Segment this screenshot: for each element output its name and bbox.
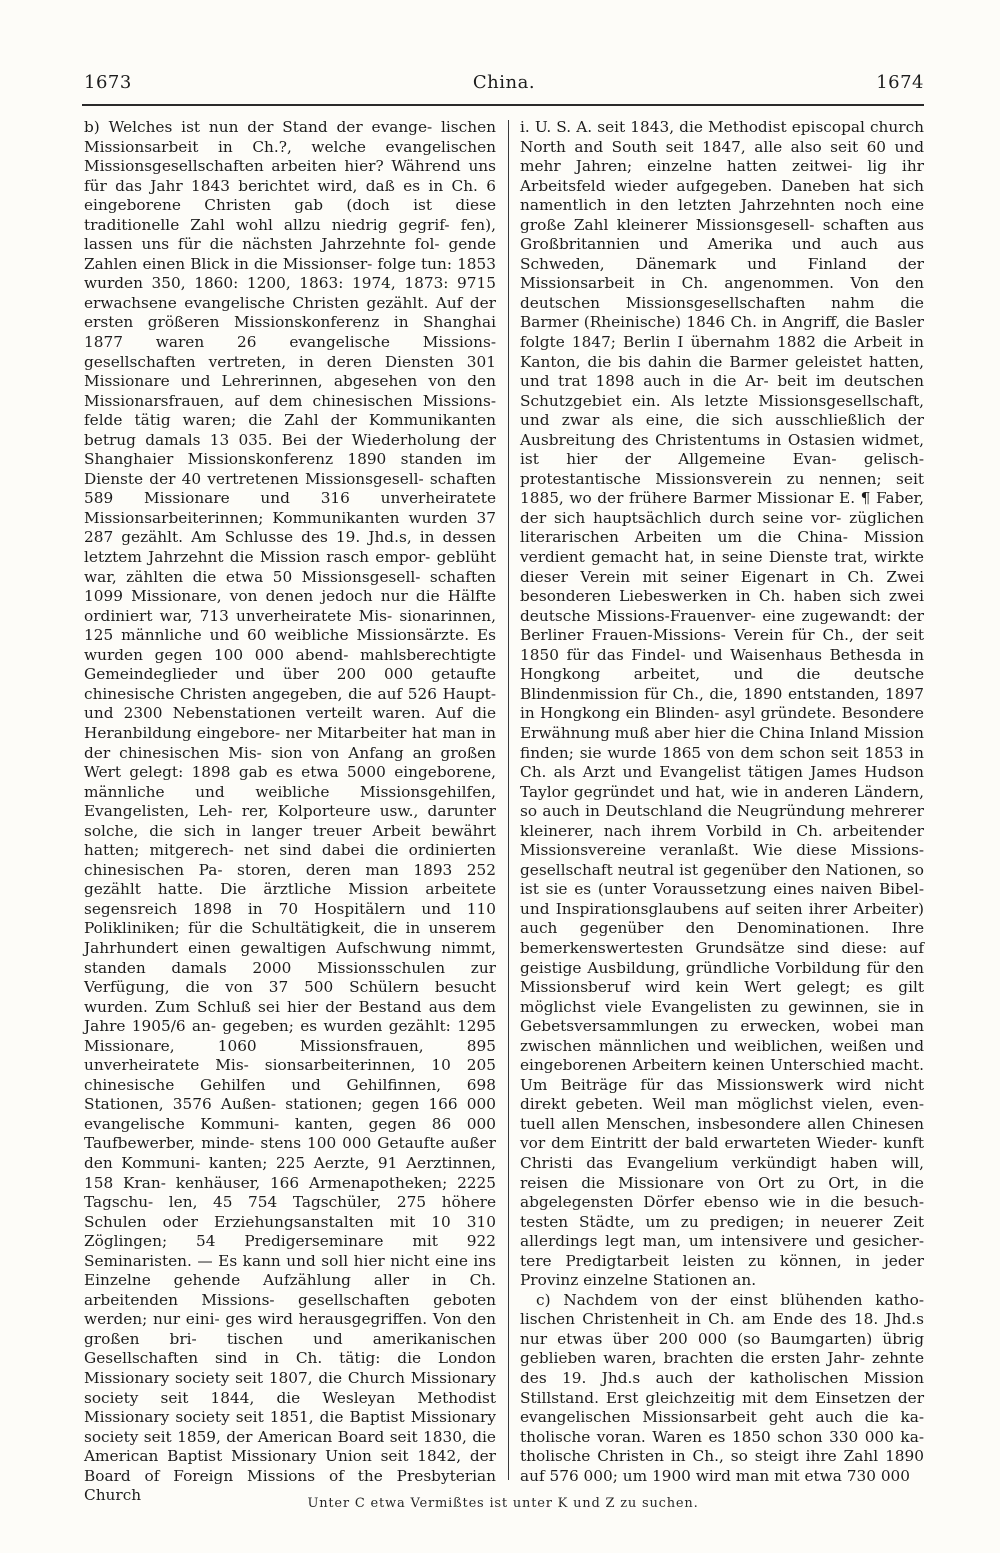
right-column	[520, 118, 924, 1486]
page-header	[84, 72, 924, 100]
footer-note: Unter C etwa Vermißtes ist unter K und Z zu suchen.	[307, 1496, 699, 1511]
running-title: China.	[472, 72, 536, 93]
paragraph-c: c) Nachdem von der einst blühenden katho- lischen Christenheit in Ch. am Ende des 18. Jhd.s nur etwas über 200 000 (so Baumgarten) übrig geblieben waren, brachten die ersten Jahr- zehnte des 19. Jhd.s auch der katholischen Mission Stillstand. Erst gleichzeitig mit dem Einsetzen der evangelischen Missionsarbeit geht auch die ka- tholische voran. Waren es 1850 schon 330 000 ka- tholische Christen in Ch., so steigt ihre Zahl 1890 auf 576 000; um 1900 wird man mit etwa 730 000	[520, 1290, 924, 1485]
page-number-right: 1674	[876, 72, 924, 93]
paragraph-b: b) Welches ist nun der Stand der evange- lischen Missionsarbeit in Ch.?, welche evangelischen Missionsgesellschaften arbeiten hier? Während uns für das Jahr 1843 berichtet wird, daß es in Ch. 6 eingeborene Christen gab (doch ist diese traditionelle Zahl wohl allzu niedrig gegrif- fen), lassen uns für die nächsten Jahrzehnte fol- gende Zahlen einen Blick in die Missionser- folge tun: 1853 wurden 350, 1860: 1200, 1863: 1974, 1873: 9715 erwachsene evangelische Christen gezählt. Auf der ersten größeren Missionskonferenz in Shanghai 1877 waren 26 evangelische Missions- gesellschaften vertreten, in deren Diensten 301 Missionare und Lehrerinnen, abgesehen von den Missionarsfrauen, auf dem chinesischen Missions- felde tätig waren; die Zahl der Kommunikanten betrug damals 13 035. Bei der Wiederholung der Shanghaier Missionskonferenz 1890 standen im Dienste der 40 vertretenen Missionsgesell- schaften 589 Missionare und 316 unverheiratete Missionsarbeiterinnen; Kommunikanten wurden 37 287 gezählt. Am Schlusse des 19. Jhd.s, in dessen letztem Jahrzehnt die Mission rasch empor- geblüht war, zählten die etwa 50 Missionsgesell- schaften 1099 Missionare, von denen jedoch nur die Hälfte ordiniert war, 713 unverheiratete Mis- sionarinnen, 125 männliche und 60 weibliche Missionsärzte. Es wurden gegen 100 000 abend- mahlsberechtigte Gemeindeglieder und über 200 000 getaufte chinesische Christen angegeben, die auf 526 Haupt- und 2300 Nebenstationen verteilt waren. Auf die Heranbildung eingebore- ner Mitarbeiter hat man in der chinesischen Mis- sion von Anfang an großen Wert gelegt: 1898 gab es etwa 5000 eingeborene, männliche und weibliche Missionsgehilfen, Evangelisten, Leh- rer, Kolporteure usw., darunter solche, die sich in langer treuer Arbeit bewährt hatten; mitgerech- net sind dabei die ordinierten chinesischen Pa- storen, deren man 1893 252 gezählt hatte. Die ärztliche Mission arbeitete segensreich 1898 in 70 Hospitälern und 110 Polikliniken; für die Schultätigkeit, die in unserem Jahrhundert einen gewaltigen Aufschwung nimmt, standen damals 2000 Missionsschulen zur Verfügung, die von 37 500 Schülern besucht wurden. Zum Schluß sei hier der Bestand aus dem Jahre 1905/6 an- gegeben; es wurden gezählt: 1295 Missionare, 1060 Missionsfrauen, 895 unverheiratete Mis- sionsarbeiterinnen, 10 205 chinesische Gehilfen und Gehilfinnen, 698 Stationen, 3576 Außen- stationen; gegen 166 000 evangelische Kommuni- kanten, gegen 86 000 Taufbewerber, minde- stens 100 000 Getaufte außer den Kommuni- kanten; 225 Aerzte, 91 Aerztinnen, 158 Kran- kenhäuser, 166 Armenapotheken; 2225 Tagschu- len, 45 754 Tagschüler, 275 höhere Schulen oder Erziehungsanstalten mit 10 310 Zöglingen; 54 Predigerseminare mit 922 Seminaristen. — Es kann und soll hier nicht eine ins Einzelne gehende Aufzählung aller in Ch. arbeitenden Missions- gesellschaften geboten werden; nur eini- ges wird herausgegriffen. Von den großen bri- tischen und amerikanischen Gesellschaften sind in Ch. tätig: die London Missionary society seit 1807, die Church Missionary society seit 1844, die Wesleyan Methodist Missionary society seit 1851, die Baptist Missionary society seit 1859, der American Board seit 1830, die American Baptist Missionary Union seit 1842, der Board of Foreign Missions of the Presbyterian Church	[84, 118, 496, 1505]
column-divider	[508, 120, 509, 1480]
paragraph-b-continued: i. U. S. A. seit 1843, die Methodist episcopal church North and South seit 1847, alle also seit 60 und mehr Jahren; einzelne hatten zeitwei- lig ihr Arbeitsfeld wieder aufgegeben. Daneben hat sich namentlich in den letzten Jahrzehnten noch eine große Zahl kleinerer Missionsgesell- schaften aus Großbritannien und Amerika und auch aus Schweden, Dänemark und Finland der Missionsarbeit in Ch. angenommen. Von den deutschen Missionsgesellschaften nahm die Barmer (Rheinische) 1846 Ch. in Angriff, die Basler folgte 1847; Berlin I übernahm 1882 die Arbeit in Kanton, die bis dahin die Barmer geleistet hatten, und trat 1898 auch in die Ar- beit im deutschen Schutzgebiet ein. Als letzte Missionsgesellschaft, und zwar als eine, die sich ausschließlich der Ausbreitung des Christentums in Ostasien widmet, ist hier der Allgemeine Evan- gelisch-protestantische Missionsverein zu nennen; seit 1885, wo der frühere Barmer Missionar E. ¶ Faber, der sich hauptsächlich durch seine vor- züglichen literarischen Arbeiten um die China- Mission verdient gemacht hat, in seine Dienste trat, wirkte dieser Verein mit seiner Eigenart in Ch. Zwei besonderen Liebeswerken in Ch. haben sich zwei deutsche Missions-Frauenver- eine zugewandt: der Berliner Frauen-Missions- Verein für Ch., der seit 1850 für das Findel- und Waisenhaus Bethesda in Hongkong arbeitet, und die deutsche Blindenmission für Ch., die, 1890 entstanden, 1897 in Hongkong ein Blinden- asyl gründete. Besondere Erwähnung muß aber hier die China Inland Mission finden; sie wurde 1865 von dem schon seit 1853 in Ch. als Arzt und Evangelist tätigen James Hudson Taylor gegründet und hat, wie in anderen Ländern, so auch in Deutschland die Neugründung mehrerer kleinerer, nach ihrem Vorbild in Ch. arbeitender Missionsvereine veranlaßt. Wie diese Missions- gesellschaft neutral ist gegenüber den Nationen, so ist sie es (unter Voraussetzung eines naiven Bibel- und Inspirationsglaubens auf seiten ihrer Arbeiter) auch gegenüber den Denominationen. Ihre bemerkenswertesten Grundsätze sind diese: auf geistige Ausbildung, gründliche Vorbildung für den Missionsberuf wird kein Wert gelegt; es gilt möglichst viele Evangelisten zu gewinnen, sie in Gebetsversammlungen zu erwecken, wobei man zwischen männlichen und weiblichen, weißen und eingeborenen Arbeitern keinen Unterschied macht. Um Beiträge für das Missionswerk wird nicht direkt gebeten. Weil man möglichst vielen, even- tuell allen Menschen, insbesondere allen Chinesen vor dem Eintritt der bald erwarteten Wieder- kunft Christi das Evangelium verkündigt haben will, reisen die Missionare von Ort zu Ort, in die abgelegensten Dörfer ebenso wie in die besuch- testen Städte, um zu predigen; in neuerer Zeit allerdings legt man, um intensivere und gesicher- tere Predigtarbeit leisten zu können, in jeder Provinz einzelne Stationen an.	[520, 118, 924, 1290]
header-rule	[82, 104, 924, 106]
page-number-left: 1673	[84, 72, 132, 93]
left-column	[84, 118, 496, 1505]
